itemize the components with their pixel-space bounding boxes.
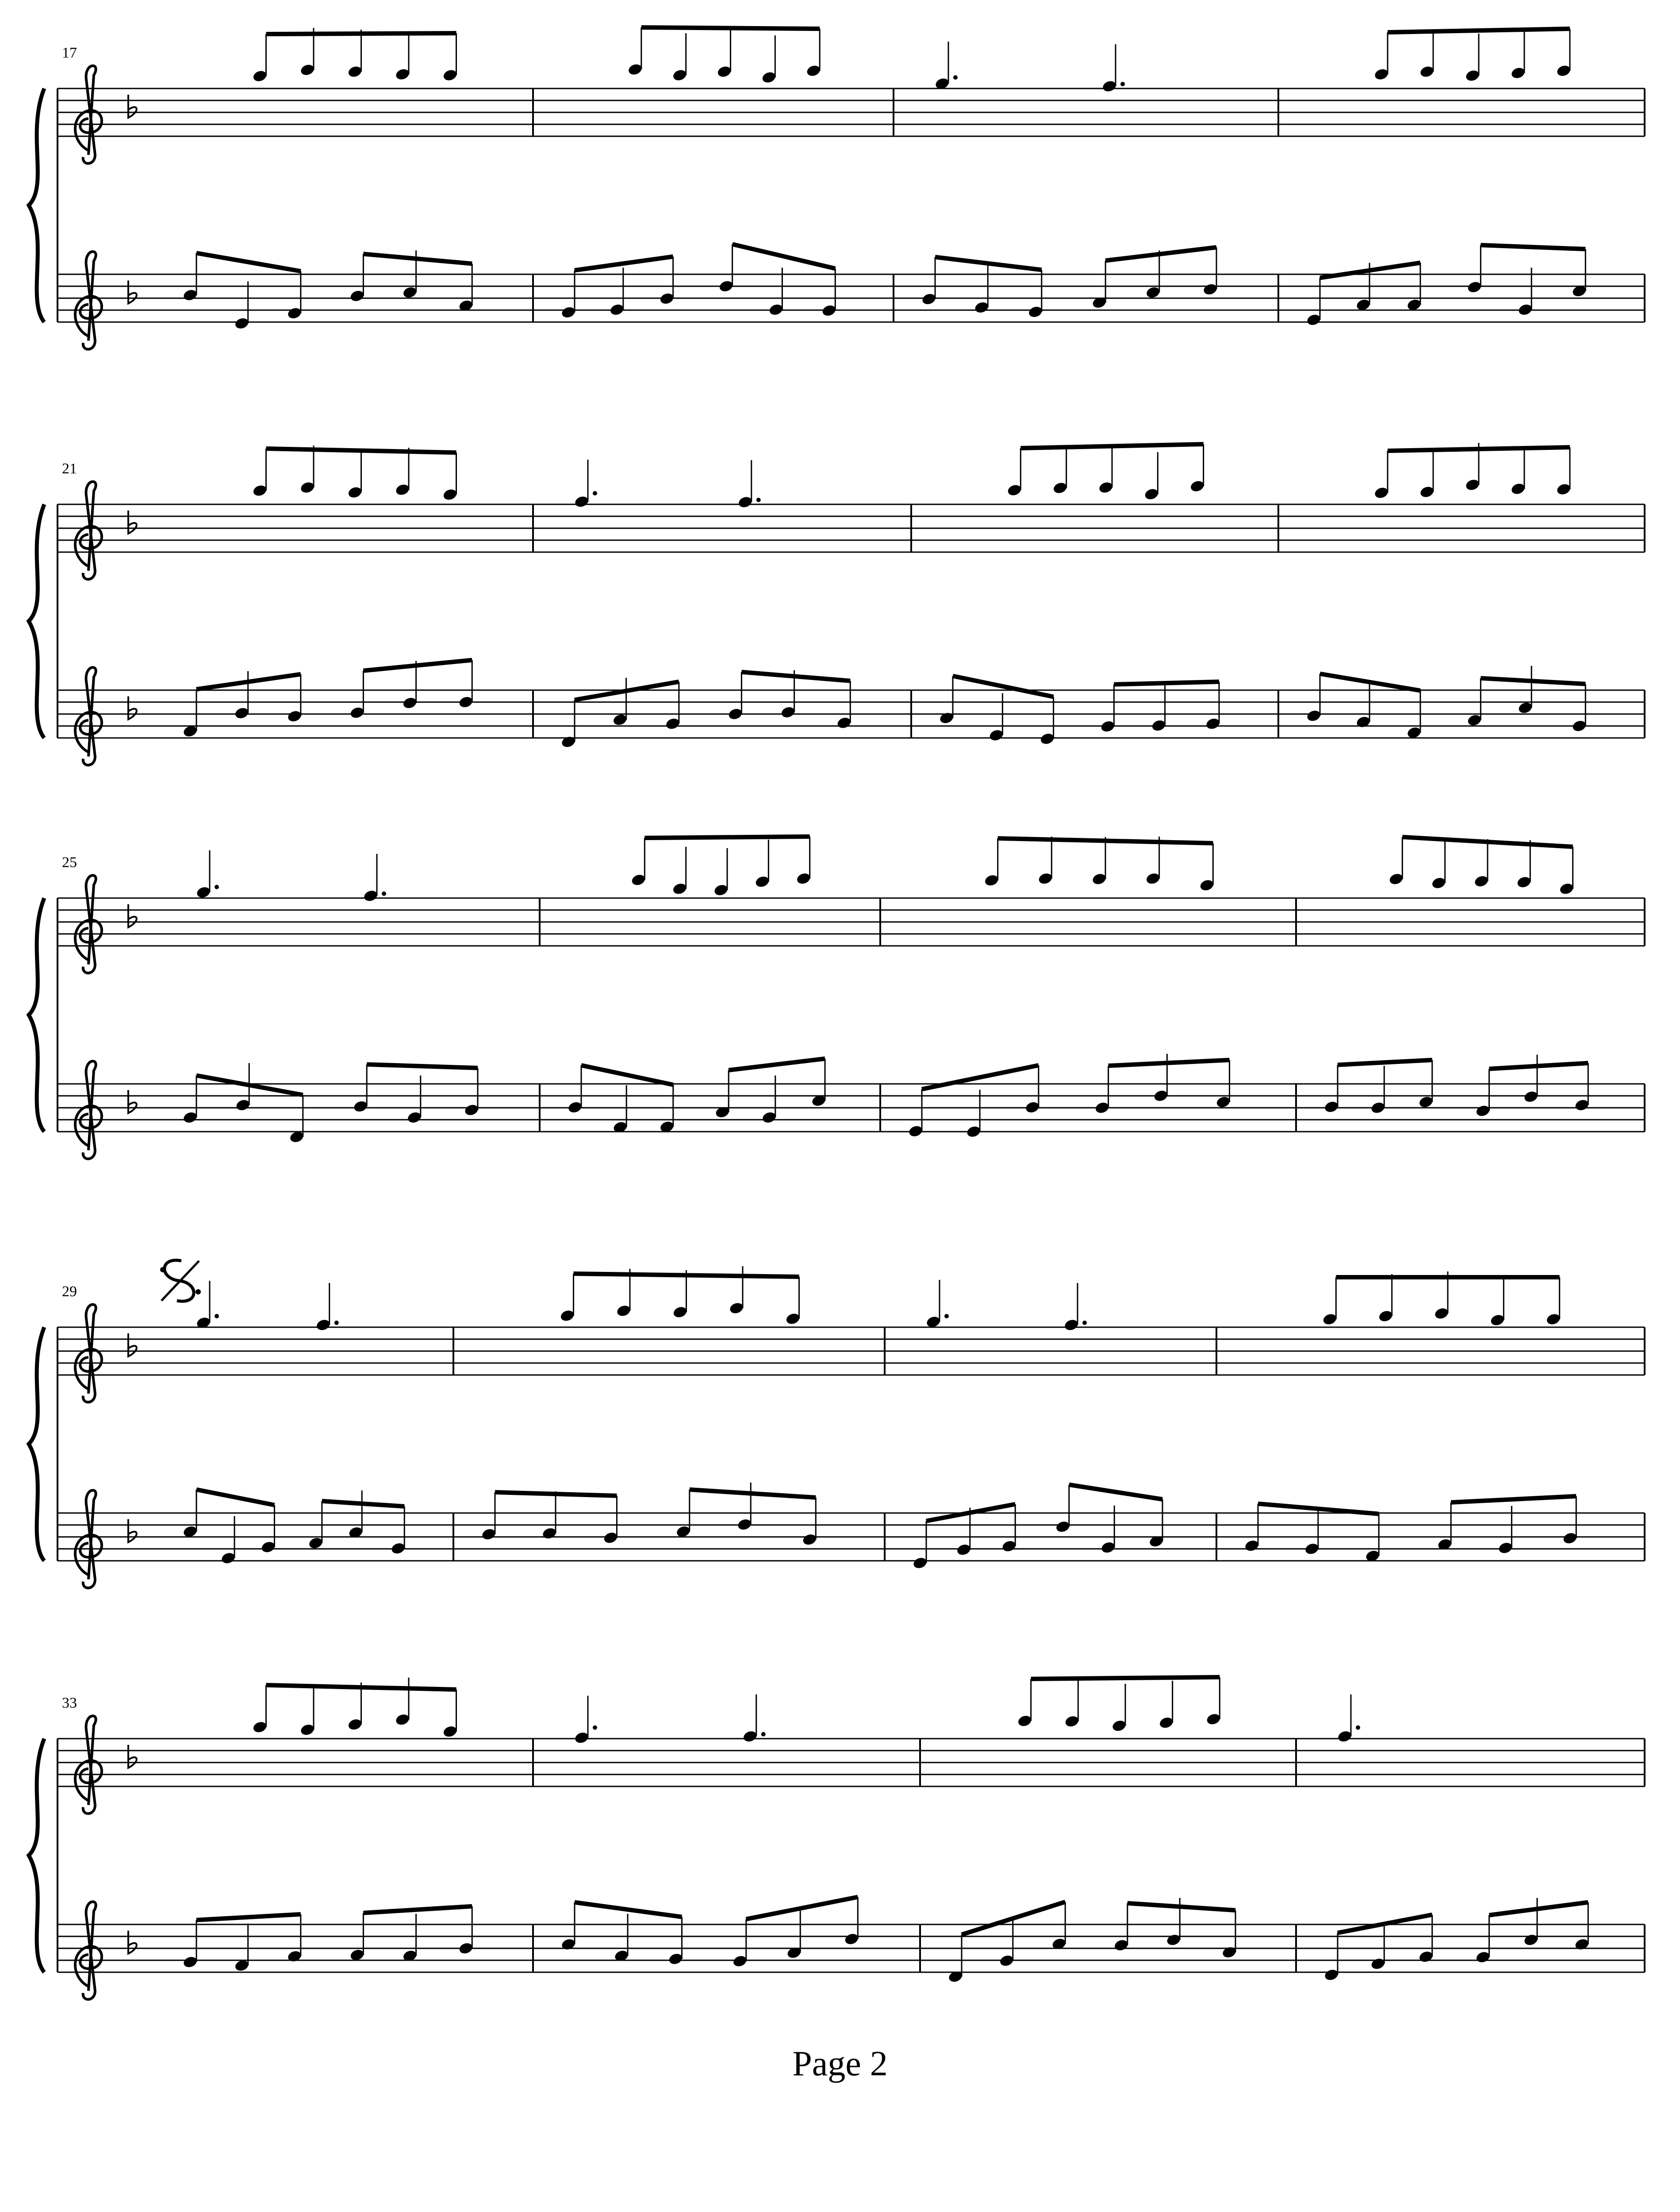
note — [1151, 684, 1167, 732]
brace-icon — [29, 898, 44, 1132]
note — [220, 1516, 236, 1565]
note — [921, 257, 937, 306]
flat-icon — [128, 280, 137, 303]
note — [1064, 1679, 1080, 1728]
note — [984, 838, 1000, 887]
note — [349, 254, 365, 303]
dot — [1356, 1725, 1360, 1730]
beam — [1451, 1496, 1576, 1502]
note — [1322, 1277, 1338, 1326]
note — [1559, 847, 1575, 895]
flat-icon — [128, 1333, 137, 1356]
note — [796, 837, 812, 885]
note — [299, 445, 315, 494]
beam — [1114, 682, 1219, 684]
system-1 — [29, 27, 1645, 349]
brace-icon — [29, 88, 44, 322]
dot — [953, 75, 958, 80]
note — [347, 450, 363, 499]
dot — [593, 1725, 597, 1730]
measure-number: 33 — [62, 1695, 77, 1711]
note — [1304, 1507, 1320, 1555]
page-number: Page 2 — [792, 2044, 888, 2083]
note — [925, 1280, 941, 1329]
note — [1051, 1902, 1067, 1951]
note — [1091, 837, 1107, 886]
note — [786, 1911, 802, 1959]
note — [1467, 245, 1483, 294]
note — [754, 840, 770, 888]
flat-icon — [128, 511, 137, 534]
beam — [1105, 247, 1216, 261]
note — [659, 257, 675, 305]
flat-icon — [128, 1090, 137, 1113]
note — [1052, 446, 1068, 495]
note — [196, 850, 211, 899]
note — [939, 676, 955, 725]
note — [196, 1281, 211, 1329]
note — [574, 460, 590, 508]
note — [1148, 1499, 1164, 1548]
note — [1323, 1933, 1339, 1982]
bass-staff — [58, 1513, 1645, 1561]
beam — [574, 1274, 799, 1277]
note — [609, 268, 625, 316]
brace-icon — [29, 1739, 44, 1972]
note — [1143, 452, 1159, 501]
note — [1024, 1065, 1040, 1114]
beam — [1481, 245, 1585, 249]
beam — [641, 27, 820, 29]
note — [1205, 1677, 1221, 1726]
beam — [690, 1490, 816, 1498]
note — [1101, 44, 1117, 93]
note — [1306, 278, 1322, 326]
note — [1199, 843, 1215, 892]
note — [912, 1521, 928, 1570]
note — [252, 449, 268, 497]
note — [844, 1897, 859, 1946]
note — [1489, 1278, 1505, 1327]
note — [560, 1902, 576, 1951]
beam — [1020, 444, 1203, 448]
note — [1406, 691, 1422, 739]
note — [908, 1089, 924, 1138]
beam — [741, 672, 850, 681]
beam — [581, 1065, 673, 1085]
treble-staff — [58, 898, 1645, 946]
beam — [196, 1914, 301, 1920]
dot — [215, 1314, 219, 1318]
note — [1523, 1898, 1539, 1947]
note — [349, 671, 365, 719]
note — [1337, 1694, 1353, 1743]
note — [1094, 1066, 1110, 1114]
beam — [363, 254, 472, 264]
note — [811, 1059, 827, 1107]
note — [363, 854, 379, 902]
treble-staff — [58, 1739, 1645, 1786]
note — [315, 1283, 331, 1332]
dot — [1120, 82, 1125, 86]
treble-clef-icon — [75, 66, 102, 164]
note — [1370, 1922, 1386, 1970]
note — [805, 29, 821, 77]
note — [402, 1914, 418, 1962]
note — [442, 33, 458, 82]
note — [442, 453, 458, 501]
system-3 — [29, 837, 1645, 1159]
note — [1419, 30, 1435, 78]
note — [1306, 674, 1322, 722]
note — [395, 448, 410, 496]
note — [1556, 29, 1572, 77]
note — [395, 1678, 410, 1726]
note — [675, 1490, 691, 1538]
note — [672, 1270, 688, 1319]
treble-clef-icon — [75, 1305, 102, 1402]
beam — [266, 33, 456, 34]
note — [1370, 1066, 1386, 1114]
brace-icon — [29, 1327, 44, 1561]
note — [728, 672, 744, 721]
note — [1418, 1915, 1434, 1963]
note — [1063, 1283, 1079, 1332]
bass-staff — [58, 1084, 1645, 1132]
treble-staff — [58, 88, 1645, 136]
note — [1244, 1504, 1260, 1552]
note — [768, 268, 784, 316]
note — [1510, 447, 1526, 495]
beam — [1338, 1060, 1432, 1065]
note — [1202, 247, 1218, 296]
note — [287, 1914, 303, 1963]
note — [713, 848, 729, 897]
note — [347, 1682, 363, 1731]
note — [1323, 1065, 1339, 1114]
system-5 — [29, 1677, 1645, 1999]
note — [1378, 1274, 1394, 1323]
note — [1037, 837, 1053, 885]
dot — [944, 1314, 949, 1318]
beam — [363, 1906, 472, 1913]
note — [182, 1490, 198, 1538]
note — [717, 30, 733, 78]
note — [1523, 1055, 1539, 1103]
system-4 — [29, 1260, 1645, 1588]
note — [1113, 1903, 1129, 1952]
flat-icon — [128, 696, 137, 719]
note — [567, 1065, 583, 1114]
note — [1189, 444, 1205, 493]
flat-icon — [128, 1931, 137, 1954]
note — [1517, 268, 1533, 316]
note — [1098, 445, 1114, 494]
note — [714, 1070, 730, 1119]
beam — [367, 1064, 478, 1068]
note — [182, 1920, 198, 1969]
note — [1028, 270, 1043, 319]
note — [1516, 840, 1532, 889]
note — [785, 1277, 801, 1325]
note — [458, 1906, 474, 1955]
dot — [593, 491, 597, 495]
note — [560, 270, 576, 319]
bass-staff — [58, 1924, 1645, 1972]
note — [1475, 1069, 1491, 1118]
note — [672, 33, 688, 82]
note — [974, 265, 990, 314]
beam — [266, 1685, 456, 1690]
note — [1431, 841, 1447, 890]
beam — [495, 1492, 617, 1496]
flat-icon — [128, 95, 137, 118]
note — [353, 1064, 368, 1113]
note — [458, 660, 474, 709]
beam — [729, 1059, 825, 1070]
note — [761, 1075, 777, 1124]
beam — [1069, 1485, 1162, 1499]
flat-icon — [128, 1745, 137, 1768]
note — [560, 700, 576, 749]
treble-clef-icon — [75, 1716, 102, 1814]
flat-icon — [128, 904, 137, 927]
note — [1205, 682, 1221, 730]
note — [458, 264, 474, 312]
note — [603, 1496, 619, 1544]
note — [672, 847, 688, 895]
note — [659, 1085, 675, 1133]
note — [1055, 1485, 1071, 1533]
measure-number: 25 — [62, 854, 77, 871]
note — [287, 674, 303, 723]
note — [1465, 34, 1481, 82]
note — [234, 281, 250, 330]
beam — [363, 660, 472, 671]
beam — [1481, 678, 1585, 684]
note — [1017, 1679, 1033, 1728]
note — [1546, 1277, 1561, 1326]
beam — [746, 1897, 858, 1919]
treble-clef-icon — [75, 1902, 102, 2000]
note — [235, 1063, 251, 1112]
note — [390, 1506, 406, 1555]
treble-clef-icon — [75, 1061, 102, 1159]
note — [761, 35, 777, 84]
measure-number: 17 — [62, 45, 77, 61]
note — [182, 253, 198, 302]
note — [1100, 684, 1116, 733]
note — [1006, 448, 1022, 497]
note — [742, 1694, 758, 1743]
measure-number: 21 — [62, 461, 77, 477]
note — [665, 682, 681, 730]
note — [1406, 263, 1422, 311]
note — [407, 1075, 422, 1124]
note — [252, 1685, 268, 1734]
beam — [1128, 1903, 1235, 1910]
note — [252, 34, 268, 83]
note — [464, 1068, 479, 1117]
note — [732, 1919, 748, 1968]
note — [1571, 684, 1587, 733]
dot — [1082, 1321, 1087, 1325]
treble-staff — [58, 504, 1645, 552]
note — [442, 1690, 458, 1738]
treble-clef-icon — [75, 252, 102, 349]
beam — [1031, 1677, 1220, 1679]
note — [481, 1492, 497, 1541]
note — [1574, 1902, 1590, 1951]
note — [1562, 1496, 1578, 1545]
note — [1475, 1915, 1491, 1964]
dot — [334, 1321, 339, 1325]
note — [821, 269, 837, 317]
note — [1473, 839, 1489, 888]
beam — [322, 1501, 404, 1506]
treble-clef-icon — [75, 668, 102, 765]
note — [349, 1913, 365, 1962]
note — [1111, 1684, 1127, 1732]
beam — [1388, 29, 1570, 32]
note — [966, 1090, 982, 1138]
dot — [382, 891, 386, 896]
note — [1373, 451, 1389, 499]
measure-number: 29 — [62, 1283, 77, 1300]
note — [1091, 261, 1107, 309]
note — [347, 30, 363, 78]
note — [1373, 32, 1389, 81]
note — [1574, 1063, 1590, 1112]
note — [836, 681, 852, 730]
flat-icon — [128, 1519, 137, 1542]
note — [999, 1919, 1015, 1967]
segno-icon — [160, 1260, 201, 1302]
note — [1039, 697, 1055, 745]
beam — [196, 253, 301, 271]
beam — [1388, 447, 1570, 451]
system-2 — [29, 443, 1645, 765]
note — [729, 1266, 744, 1315]
note — [1221, 1910, 1237, 1959]
beam — [1489, 1063, 1588, 1069]
note — [802, 1498, 817, 1546]
note — [299, 1688, 315, 1736]
note — [1001, 1504, 1017, 1553]
dot — [756, 498, 761, 502]
note — [614, 1914, 629, 1962]
note — [395, 32, 410, 81]
treble-clef-icon — [75, 482, 102, 580]
note — [1388, 837, 1404, 886]
treble-staff — [58, 1327, 1645, 1375]
dot — [761, 1732, 766, 1736]
beam — [196, 1490, 274, 1505]
note — [560, 1274, 575, 1322]
beam — [266, 449, 456, 453]
beam — [922, 1065, 1039, 1089]
note — [541, 1491, 557, 1540]
note — [1571, 249, 1587, 298]
note — [182, 1075, 198, 1124]
beam — [733, 244, 836, 269]
note — [234, 671, 250, 720]
note — [737, 460, 753, 509]
note — [1419, 450, 1435, 499]
note — [947, 1935, 963, 1983]
note — [612, 1085, 628, 1134]
note — [1437, 1502, 1453, 1551]
note — [348, 1490, 364, 1539]
beam — [644, 837, 809, 838]
note — [1556, 447, 1572, 496]
note — [1365, 1514, 1381, 1563]
note — [1355, 680, 1371, 729]
dot — [215, 885, 219, 889]
beam — [1108, 1060, 1230, 1066]
note — [989, 693, 1005, 742]
note — [1510, 31, 1526, 80]
beam — [998, 838, 1213, 843]
note — [630, 838, 646, 887]
note — [736, 1482, 752, 1531]
treble-clef-icon — [75, 1490, 102, 1588]
beam — [1489, 1902, 1588, 1915]
treble-clef-icon — [75, 876, 102, 973]
note — [287, 271, 303, 320]
note — [1158, 1681, 1174, 1729]
note — [934, 42, 950, 90]
note — [574, 1696, 590, 1744]
brace-icon — [29, 504, 44, 738]
note — [627, 27, 643, 76]
note — [718, 244, 734, 293]
